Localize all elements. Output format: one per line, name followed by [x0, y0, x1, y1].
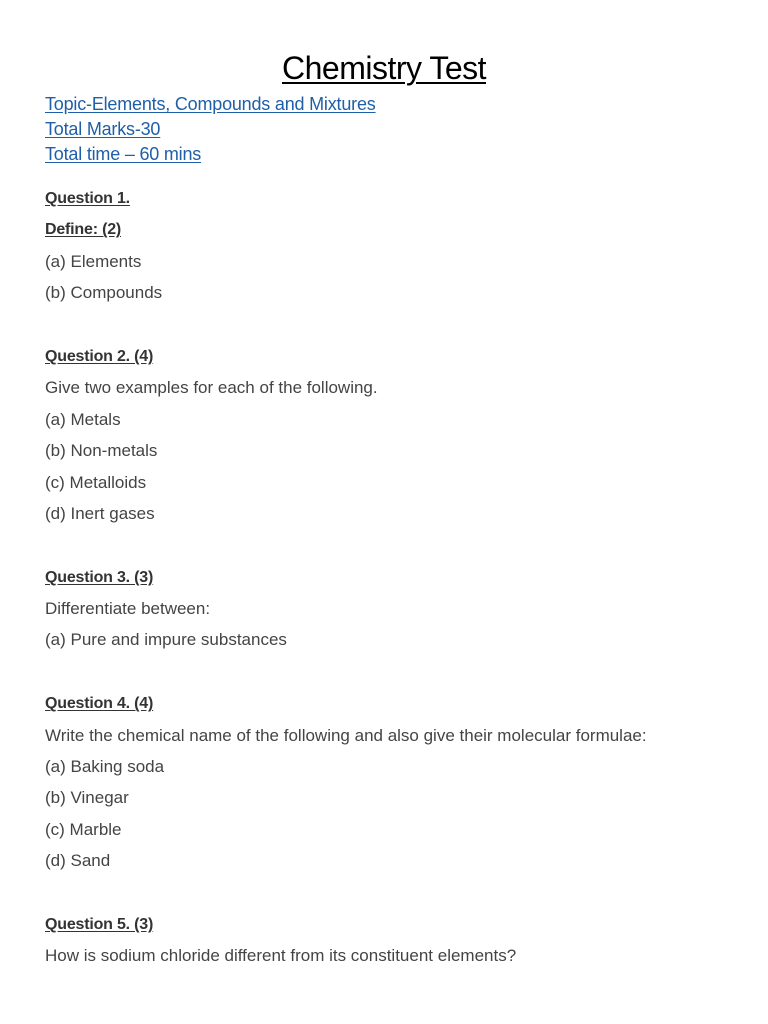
test-info: [45, 92, 376, 167]
question-2-item: (a) Metals: [45, 409, 121, 429]
question-1-item: (a) Elements: [45, 251, 142, 271]
spacer: [45, 877, 735, 909]
question-3-prompt: Differentiate between:: [45, 599, 211, 619]
question-1-heading: Question 1.: [45, 190, 130, 207]
question-3-heading: Question 3. (3): [45, 568, 154, 586]
question-1-item: (b) Compounds: [45, 283, 163, 303]
question-2-prompt: Give two examples for each of the following.: [45, 378, 378, 398]
question-2-item: (d) Inert gases: [45, 503, 155, 523]
question-3-item: (a) Pure and impure substances: [45, 630, 287, 650]
topic-line: Topic-Elements, Compounds and Mixtures: [45, 94, 376, 114]
question-2-heading: Question 2. (4): [45, 347, 154, 365]
spacer: [45, 529, 735, 561]
document-title: Chemistry Test: [281, 50, 486, 86]
total-time-line: Total time – 60 mins: [45, 144, 202, 164]
question-2-item: (c) Metalloids: [45, 472, 147, 492]
questions-list: [45, 183, 735, 972]
spacer: [45, 656, 735, 688]
question-5-heading: Question 5. (3): [45, 915, 154, 933]
question-4-prompt: Write the chemical name of the following and also give their molecular formulae:: [45, 725, 647, 745]
question-4-item: (c) Marble: [45, 819, 122, 839]
total-marks-line: Total Marks-30: [45, 119, 161, 139]
question-4-item: (a) Baking soda: [45, 757, 165, 777]
question-1-subheading: Define: (2): [45, 221, 122, 239]
question-4-item: (b) Vinegar: [45, 788, 129, 808]
question-4-item: (d) Sand: [45, 851, 111, 871]
question-4-heading: Question 4. (4): [45, 695, 154, 713]
spacer: [45, 309, 735, 341]
question-5-prompt: How is sodium chloride different from its constituent elements?: [45, 946, 517, 966]
question-2-item: (b) Non-metals: [45, 441, 158, 461]
